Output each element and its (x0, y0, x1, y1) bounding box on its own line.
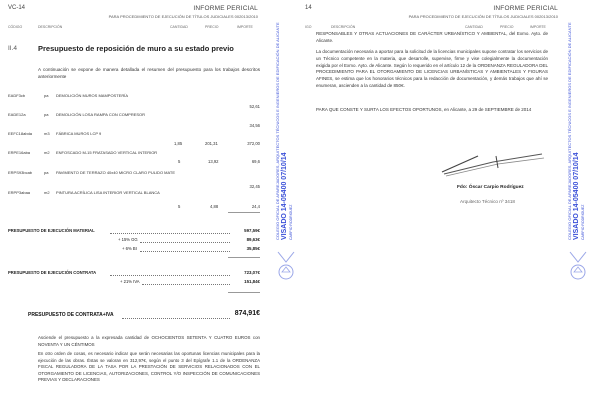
stamp-logo-icon (275, 248, 297, 282)
column-header-amount: IMPORTE (530, 25, 546, 29)
column-header-code: IGO (305, 25, 312, 29)
page-code: VC-14 (8, 5, 26, 11)
section-title: Presupuesto de reposición de muro a su estado previo (38, 44, 234, 53)
report-title: INFORME PERICIAL (193, 5, 258, 12)
item-quantity: 1,85 (174, 141, 183, 146)
stamp-visado-number: VISADO 14-05400 07/10/14 (573, 152, 580, 240)
item-amount: 69,6 (251, 159, 260, 164)
item-description: DEMOLICIÓN LOSA RAMPA CON COMPRESOR (56, 112, 146, 117)
leader-dots (140, 242, 230, 243)
item-description: PINTURA ACRÍLICA LISA INTERIOR VERTICAL BLANCA (56, 190, 160, 195)
subtotal-rule (228, 257, 260, 258)
gg-value: 89,63€ (246, 237, 260, 242)
signatory-name: Fdo: Óscar Carpio Rodríguez (457, 185, 524, 190)
leader-dots (110, 275, 230, 276)
item-amount: 32,45 (249, 184, 260, 189)
stamp-name-line: CARPIO RODRIGUEZ (581, 204, 585, 240)
item-unit: m2 (44, 150, 50, 155)
amount-in-words-paragraph: Asciende el presupuesto a la expresada cantidad de OCHOCIENTOS SETENTA Y CUATRO EUROS con NOVENTA Y UN CÉNTIMOS (38, 335, 260, 347)
item-description: ENFOSCADO M-15 FRATASADO VERTICAL INTERIOR (56, 150, 158, 155)
item-code: ERPP3abaa (8, 190, 31, 195)
item-amount: 52,61 (249, 104, 260, 109)
item-quantity: 5 (178, 204, 181, 209)
column-header-description: DESCRIPCIÓN (331, 25, 356, 29)
item-unit: pa (44, 112, 49, 117)
item-code: EADF3cb (8, 93, 26, 98)
bi-value: 35,85€ (246, 246, 260, 251)
page-number: 14 (305, 5, 312, 11)
visa-stamp (272, 0, 298, 400)
stamp-college-text: COLEGIO OFICIAL DE APAREJADORES, ARQUITECTOS TÉCNICOS E INGENIEROS DE EDIFICACIÓN DE ALICANTE (275, 22, 280, 240)
fees-paragraph: La documentación necesaria a aportar para la solicitud de la licencias municipales supone contratar los servicios de un Técnico competente en la materia, que desarrolle, supervise, firme y vise colegialmente la documentación exigida por el Exmo. Ayto. de Alicante. Según lo requerido en el artículo 12 de la ORDENANZA REGULADORA DEL PROCEDIMIENTO PARA EL OTORGAMIENTO DE LICENCIAS URBANÍSTICAS Y AMBIENTALES Y FIGURAS AFINES, se estima que los honorarios técnicos para la redacción de documentación, y demás trabajos que ahí se enumeran, ascienden a la cantidad de 850€. (316, 49, 548, 88)
total-value: 874,91€ (234, 310, 260, 317)
pec-value: 723,07€ (244, 270, 260, 275)
item-code: ERPE16aba (8, 150, 31, 155)
pem-value: 597,59€ (244, 228, 260, 233)
column-header-description: DESCRIPCIÓN (38, 25, 63, 29)
section-number: II.4 (8, 45, 18, 52)
item-quantity: 5 (178, 159, 181, 164)
iva-value: 151,84€ (244, 279, 260, 284)
stamp-name-line: CARPIO RODRIGUEZ (289, 204, 293, 240)
column-header-code: CÓDIGO (8, 25, 23, 29)
item-description: DEMOLICIÓN MUROS MAMPOSTERÍA (56, 93, 129, 98)
item-price: 201,31 (205, 141, 218, 146)
report-subtitle: PARA PROCEDIMIENTO DE EJECUCIÓN DE TÍTULOS JUDICIALES 002013/2010 (408, 14, 558, 19)
item-description: FÁBRICA MUROS LCP 9 (56, 131, 102, 136)
item-unit: m2 (44, 190, 50, 195)
signatory-role: Arquitecto Técnico nº 3418 (460, 199, 515, 204)
visa-stamp (564, 0, 590, 400)
pem-label: PRESUPUESTO DE EJECUCIÓN MATERIAL (8, 228, 95, 233)
column-header-price: PRECIO (205, 25, 219, 29)
column-header-quantity: CANTIDAD (465, 25, 483, 29)
licences-paragraph: En otro orden de cosas, es necesario indicar que serán necesarias las oportunas licencias municipales para la ejecución de las obras. Éstas se valoran en 312,97€, según el punto 3 del Epígrafe 1.1 de la ORDENANZA FISCAL REGULADORA DE LA TASA POR LA PRESTACIÓN DE SERVICIOS RELACIONADOS CON EL OTORGAMIENTO DE LICENCIAS, AUTORIZACIONES, CONTROL Y/O INSPECCIÓN DE COMUNICACIONES PREVIAS Y DECLARACIONES (38, 351, 260, 383)
item-amount: 34,56 (249, 123, 260, 128)
handwritten-signature (438, 150, 548, 178)
stamp-college-text: COLEGIO OFICIAL DE APAREJADORES, ARQUITECTOS TÉCNICOS E INGENIEROS DE EDIFICACIÓN DE ALICANTE (567, 22, 572, 240)
item-unit: m3 (44, 131, 50, 136)
item-description: PAVIMENTO DE TERRAZO 40x40 MICRO CLARO PULIDO MATE (56, 170, 175, 175)
pec-label: PRESUPUESTO DE EJECUCIÓN CONTRATA (8, 270, 97, 275)
item-amount: 24,4 (251, 204, 260, 209)
subtotal-rule (228, 212, 260, 213)
report-subtitle: PARA PROCEDIMIENTO DE EJECUCIÓN DE TÍTULOS JUDICIALES 002013/2010 (108, 14, 258, 19)
subtotal-rule (228, 292, 260, 293)
leader-dots (122, 318, 230, 319)
regulation-paragraph: RESPONSABLES Y OTRAS ACTUACIONES DE CARÁCTER URBANÍSTICO Y AMBIENTAL, del Exmo. Ayto. de Alicante. (316, 31, 548, 43)
intro-paragraph: A continuación se expone de manera detallada el resumen del presupuesto para los trabajos descritos anteriormente (38, 67, 260, 79)
leader-dots (140, 251, 230, 252)
total-label: PRESUPUESTO DE CONTRATA+IVA (28, 312, 114, 318)
bi-label: + 6% BI (122, 246, 137, 251)
gg-label: + 15% GG (118, 237, 138, 242)
stamp-logo-icon (567, 248, 589, 282)
item-price: 4,88 (210, 204, 219, 209)
item-price: 13,92 (208, 159, 219, 164)
item-code: EEFC18abda (8, 131, 33, 136)
column-header-price: PRECIO (500, 25, 514, 29)
iva-label: + 21% IVA (120, 279, 140, 284)
closing-paragraph: PARA QUE CONSTE Y SURTA LOS EFECTOS OPORTUNOS, en Alicante, a 29 de SEPTIEMBRE de 2014 (316, 107, 532, 112)
leader-dots (110, 233, 230, 234)
item-unit: pa (44, 170, 49, 175)
stamp-visado-number: VISADO 14-05400 07/10/14 (281, 152, 288, 240)
item-code: ERPS93bcab (8, 170, 33, 175)
column-header-amount: IMPORTE (237, 25, 253, 29)
item-unit: pa (44, 93, 49, 98)
column-header-quantity: CANTIDAD (170, 25, 188, 29)
report-title: INFORME PERICIAL (493, 5, 558, 12)
document-page-right (300, 0, 600, 400)
item-amount: 372,00 (247, 141, 260, 146)
item-code: EADE12a (8, 112, 26, 117)
leader-dots (142, 284, 230, 285)
